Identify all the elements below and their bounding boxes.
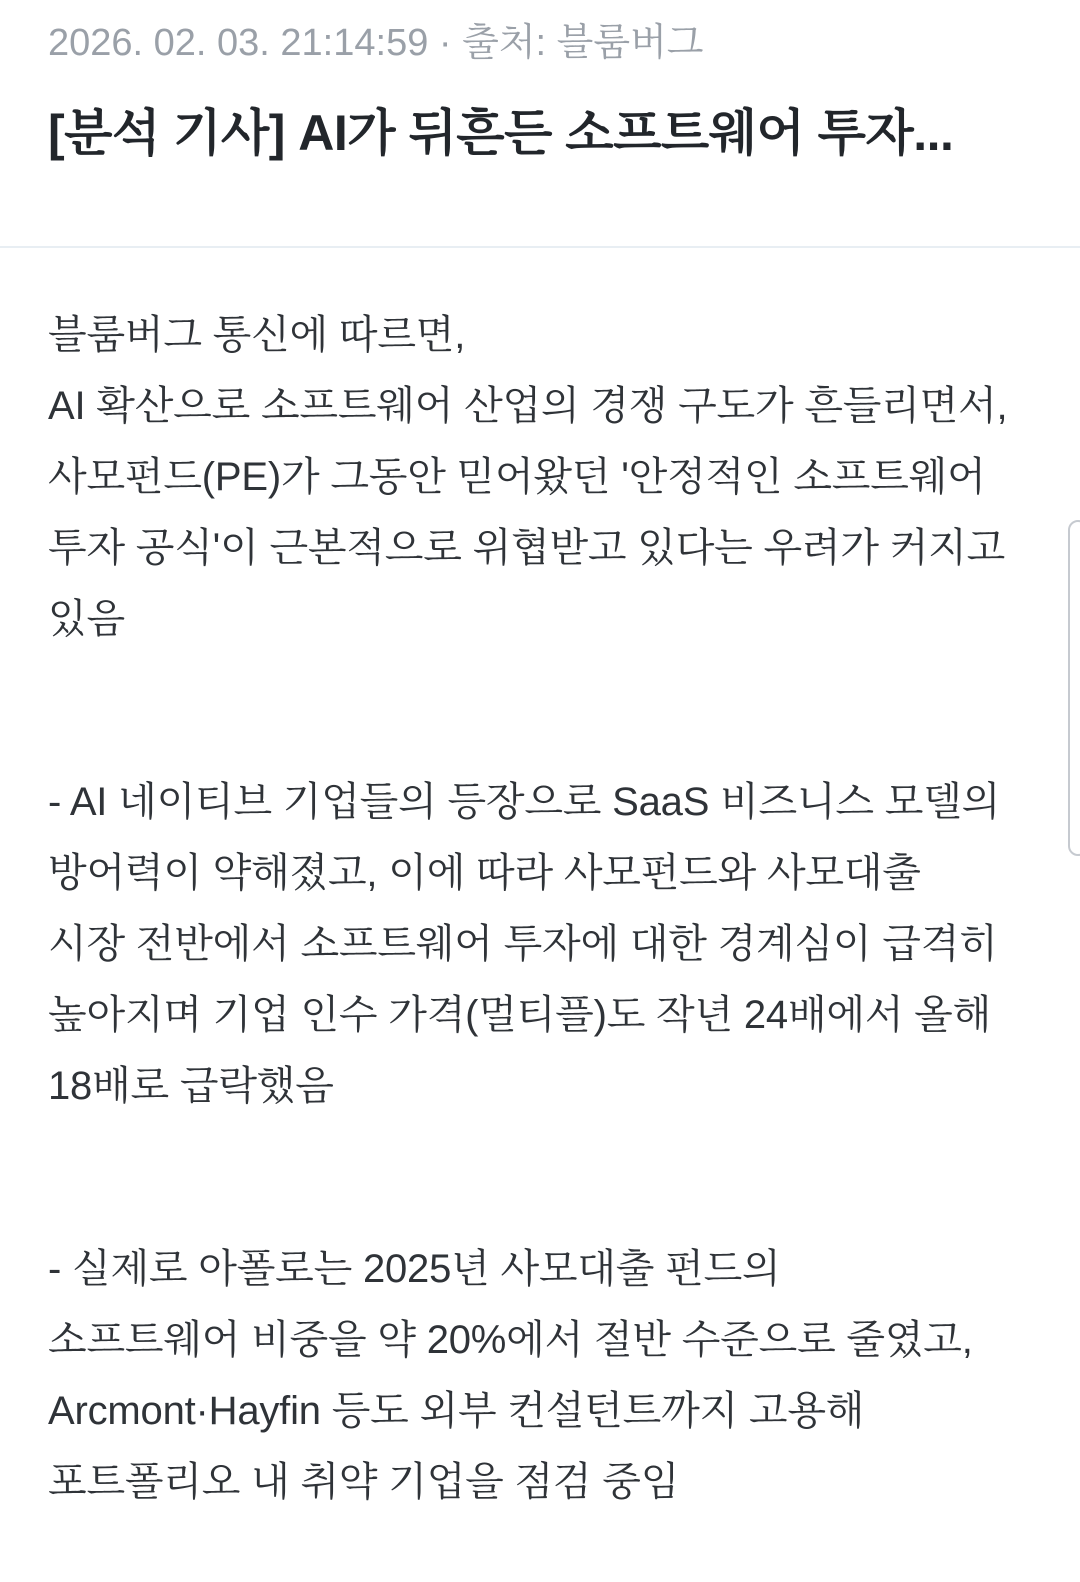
- article-timestamp: 2026. 02. 03. 21:14:59: [48, 22, 429, 64]
- article-meta: [48, 0, 1032, 66]
- section-divider: [0, 246, 1080, 248]
- text-line: 높아지며 기업 인수 가격(멀티플)도 작년 24배에서 올해: [48, 993, 992, 1037]
- text-line: 시장 전반에서 소프트웨어 투자에 대한 경계심이 급격히: [48, 922, 998, 966]
- text-line: AI 확산으로 소프트웨어 산업의 경쟁 구도가 흔들리면서,: [48, 384, 1008, 428]
- paragraph: [48, 1234, 1032, 1518]
- text-line: 있음: [48, 597, 125, 641]
- article-source: 출처: 블룸버그: [462, 22, 704, 64]
- meta-separator: ·: [438, 22, 452, 64]
- text-line: - 실제로 아폴로는 2025년 사모대출 펀드의: [48, 1247, 781, 1291]
- scrollbar-thumb[interactable]: [1068, 520, 1080, 856]
- text-line: 방어력이 약해졌고, 이에 따라 사모펀드와 사모대출: [48, 851, 921, 895]
- text-line: 포트폴리오 내 취약 기업을 점검 중임: [48, 1460, 680, 1504]
- paragraph: [48, 300, 1032, 655]
- article-header: [0, 0, 1080, 166]
- text-line: 블룸버그 통신에 따르면,: [48, 313, 466, 357]
- paragraph: [48, 767, 1032, 1122]
- text-line: Arcmont·Hayfin 등도 외부 컨설턴트까지 고용해: [48, 1389, 865, 1433]
- text-line: 투자 공식'이 근본적으로 위협받고 있다는 우려가 커지고: [48, 526, 1006, 570]
- article-body: [0, 300, 1080, 1518]
- text-line: 소프트웨어 비중을 약 20%에서 절반 수준으로 줄였고,: [48, 1318, 973, 1362]
- text-line: 18배로 급락했음: [48, 1064, 334, 1108]
- text-line: - AI 네이티브 기업들의 등장으로 SaaS 비즈니스 모델의: [48, 780, 1001, 824]
- article-title: [분석 기사] AI가 뒤흔든 소프트웨어 투자...: [48, 105, 954, 161]
- text-line: 사모펀드(PE)가 그동안 믿어왔던 '안정적인 소프트웨어: [48, 455, 986, 499]
